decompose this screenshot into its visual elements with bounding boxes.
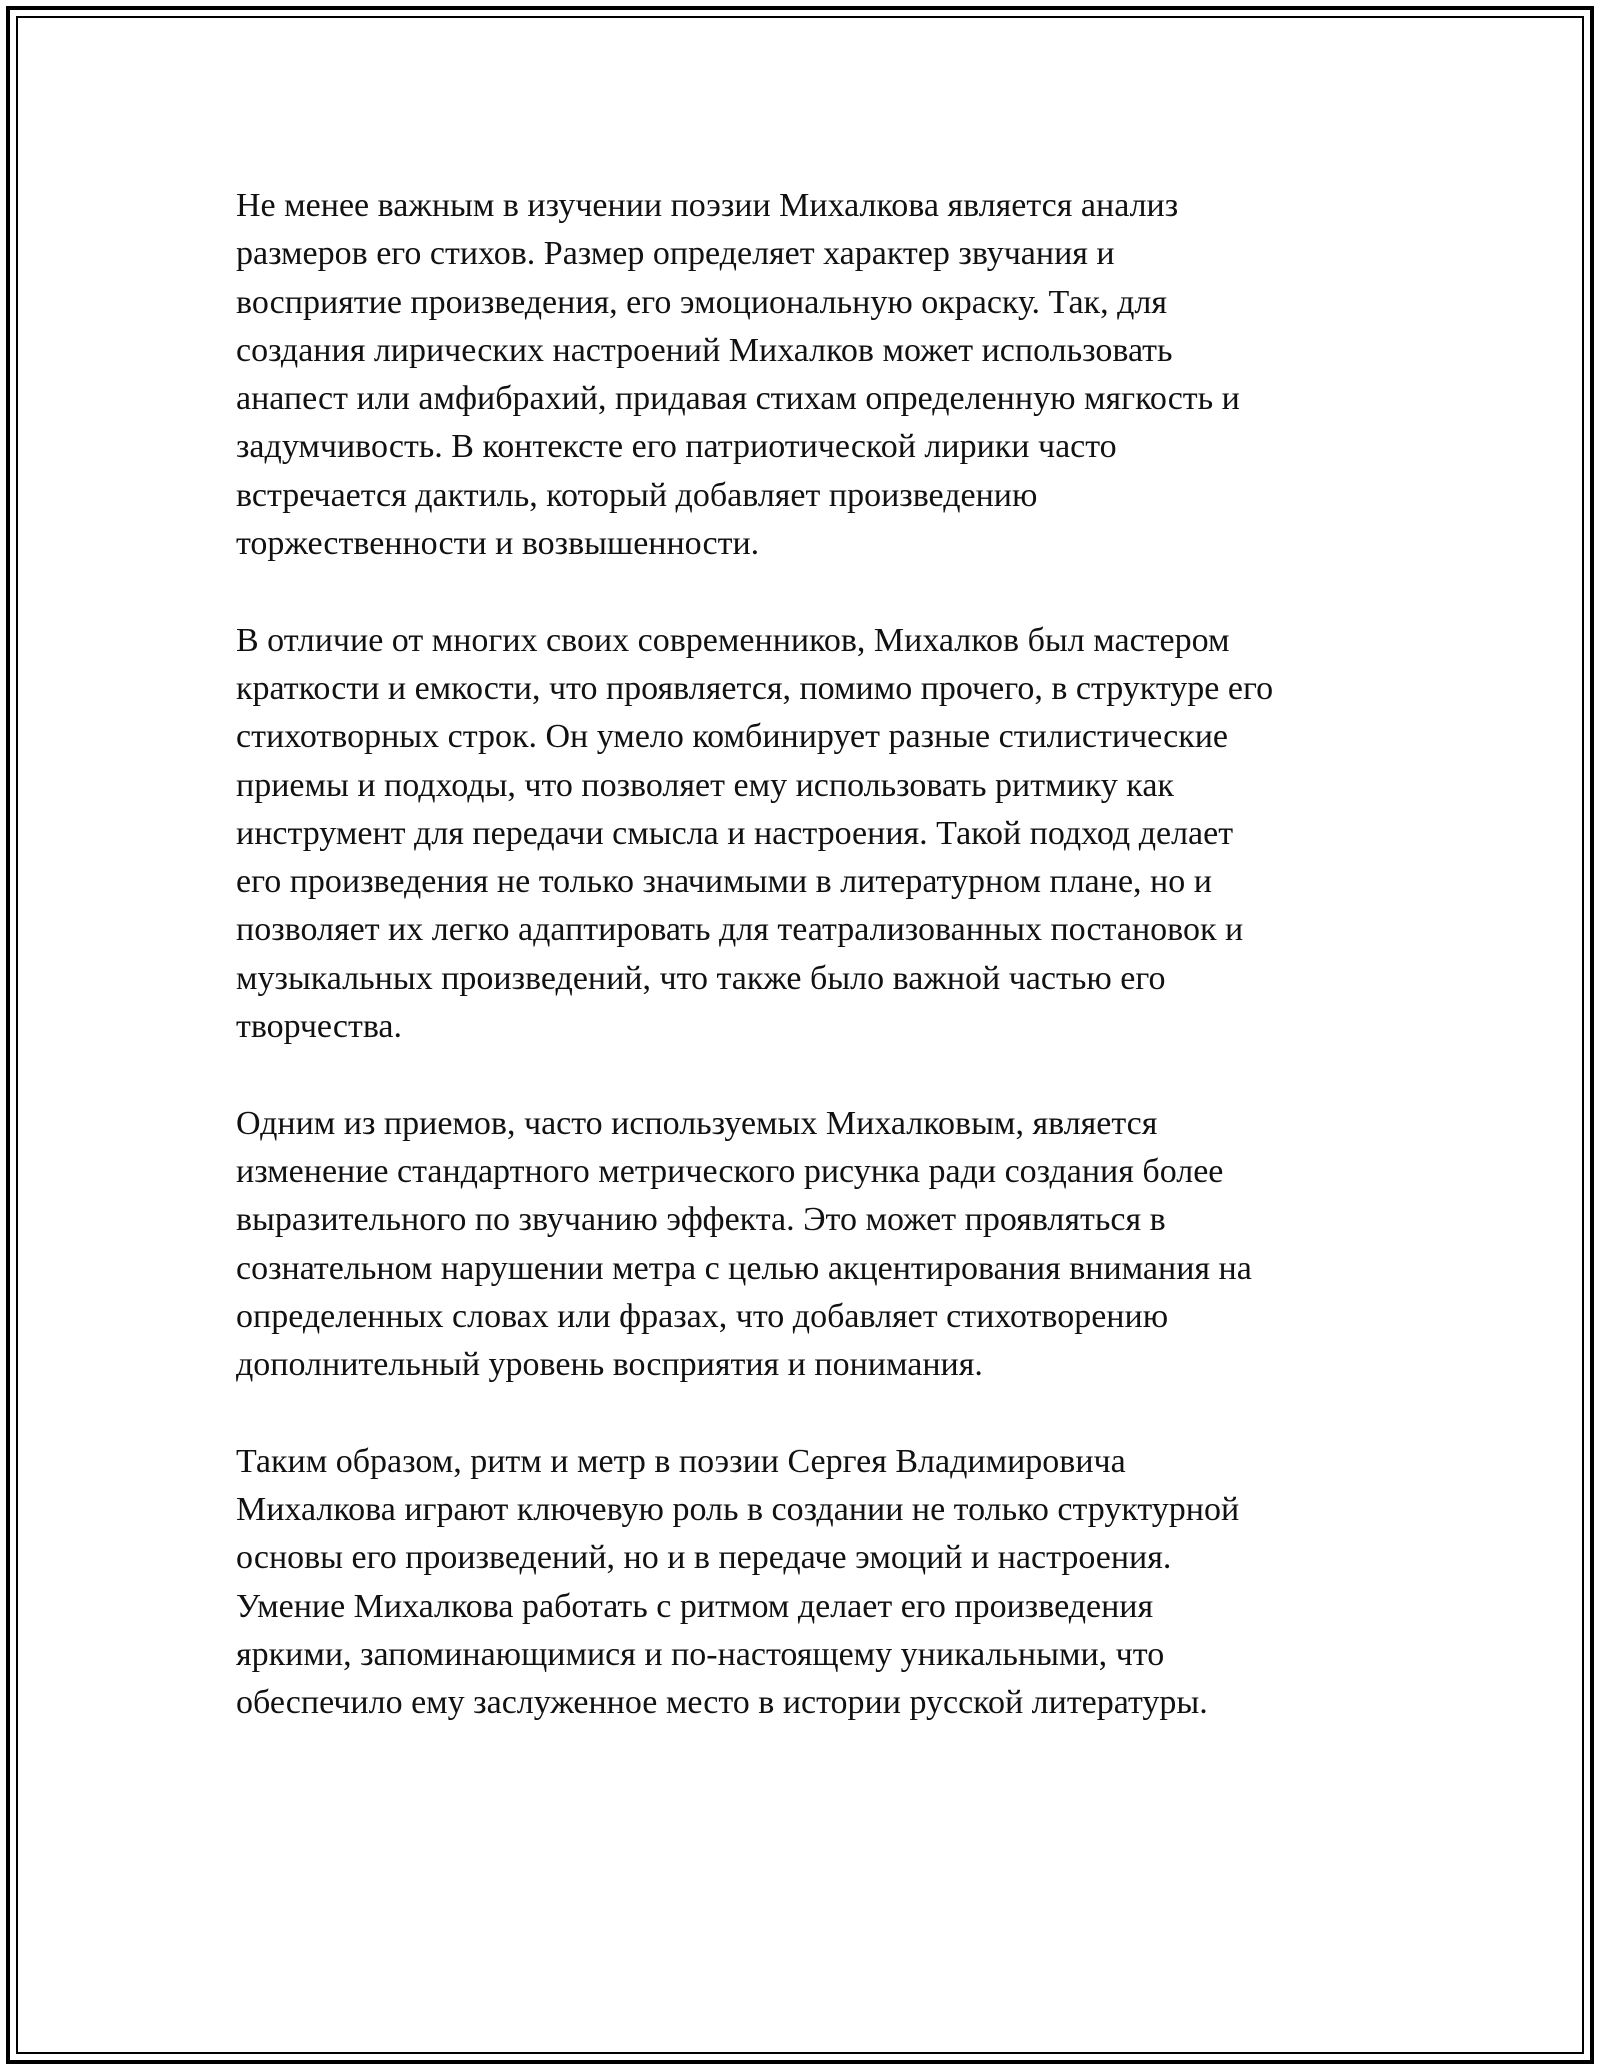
paragraph-2: В отличие от многих своих современников, Михалков был мастером краткости и емкости, что проявляется, помимо прочего, в структуре его стихотворных строк. Он умело комбинирует разные стилистические приемы и подходы, что позволяет ему использовать ритмику как инструмент для передачи смысла и настроения. Такой подход делает его произведения не только значимыми в литературном плане, но и позволяет их легко адаптировать для театрализованных постановок и музыкальных произведений, что также было важной частью его творчества.	[236, 621, 1274, 1046]
document-body	[236, 182, 1376, 1776]
paragraph-3: Одним из приемов, часто используемых Михалковым, является изменение стандартного метрического рисунка ради создания более выразительного по звучанию эффекта. Это может проявляться в сознательном нарушении метра с целью акцентирования внимания на определенных словах или фразах, что добавляет стихотворению дополнительный уровень восприятия и понимания.	[236, 1104, 1252, 1384]
paragraph-4: Таким образом, ритм и метр в поэзии Сергея Владимировича Михалкова играют ключевую роль в создании не только структурной основы его произведений, но и в передаче эмоций и настроения. Умение Михалкова работать с ритмом делает его произведения яркими, запоминающимися и по-настоящему уникальными, что обеспечило ему заслуженное место в истории русской литературы.	[236, 1442, 1240, 1722]
paragraph-1: Не менее важным в изучении поэзии Михалкова является анализ размеров его стихов. Размер определяет характер звучания и восприятие произведения, его эмоциональную окраску. Так, для создания лирических настроений Михалков может использовать анапест или амфибрахий, придавая стихам определенную мягкость и задумчивость. В контексте его патриотической лирики часто встречается дактиль, который добавляет произведению торжественности и возвышенности.	[236, 187, 1240, 563]
